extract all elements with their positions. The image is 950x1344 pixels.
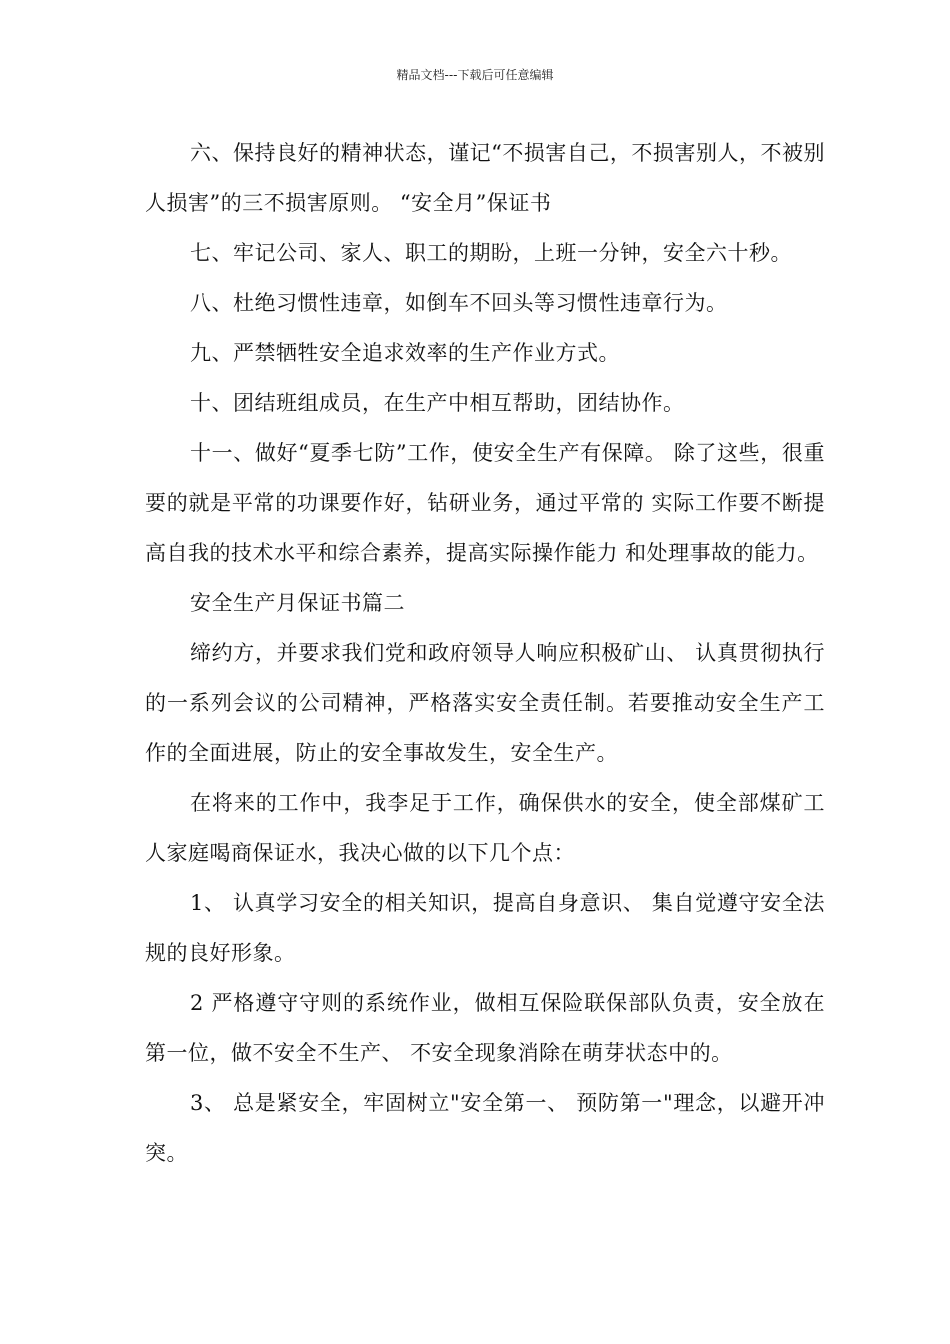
paragraph-point-1: 1、 认真学习安全的相关知识，提高自身意识、 集自觉遵守安全法规的良好形象。 (145, 891, 825, 965)
document-body (145, 128, 825, 1178)
section-heading: 安全生产月保证书篇二 (190, 591, 405, 615)
paragraph-point-2: 2 严格遵守守则的系统作业，做相互保险联保部队负责，安全放在第一位，做不安全不生产、 不安全现象消除在萌芽状态中的。 (145, 991, 825, 1065)
page-header: 精品文档---下载后可任意编辑 (396, 68, 554, 82)
paragraph-item-8: 八、杜绝习惯性违章，如倒车不回头等习惯性违章行为。 (190, 291, 728, 315)
paragraph-item-9: 九、严禁牺牲安全追求效率的生产作业方式。 (190, 341, 620, 365)
paragraph-item-7: 七、牢记公司、家人、职工的期盼，上班一分钟，安全六十秒。 (190, 241, 792, 265)
paragraph-point-3: 3、 总是紧安全，牢固树立"安全第一、 预防第一"理念，以避开冲突。 (145, 1091, 825, 1165)
paragraph-intro: 缔约方，并要求我们党和政府领导人响应积极矿山、 认真贯彻执行的一系列会议的公司精神，严格落实安全责任制。若要推动安全生产工作的全面进展，防止的安全事故发生，安全生产。 (145, 641, 825, 765)
paragraph-item-10: 十、团结班组成员，在生产中相互帮助，团结协作。 (190, 391, 685, 415)
paragraph-item-6: 六、保持良好的精神状态，谨记“不损害自己，不损害别人，不被别 人损害”的三不损害原则。 “安全月”保证书 (145, 141, 825, 215)
paragraph-item-11: 十一、做好“夏季七防”工作，使安全生产有保障。 除了这些，很重要的就是平常的功课要作好，钻研业务，通过平常的 实际工作要不断提高自我的技术水平和综合素养，提高实际操作能力 和处理事故的能力。 (145, 441, 825, 565)
paragraph-commitment: 在将来的工作中，我李足于工作，确保供水的安全，使全部煤矿工人家庭喝商保证水，我决心做的以下几个点： (145, 791, 825, 865)
